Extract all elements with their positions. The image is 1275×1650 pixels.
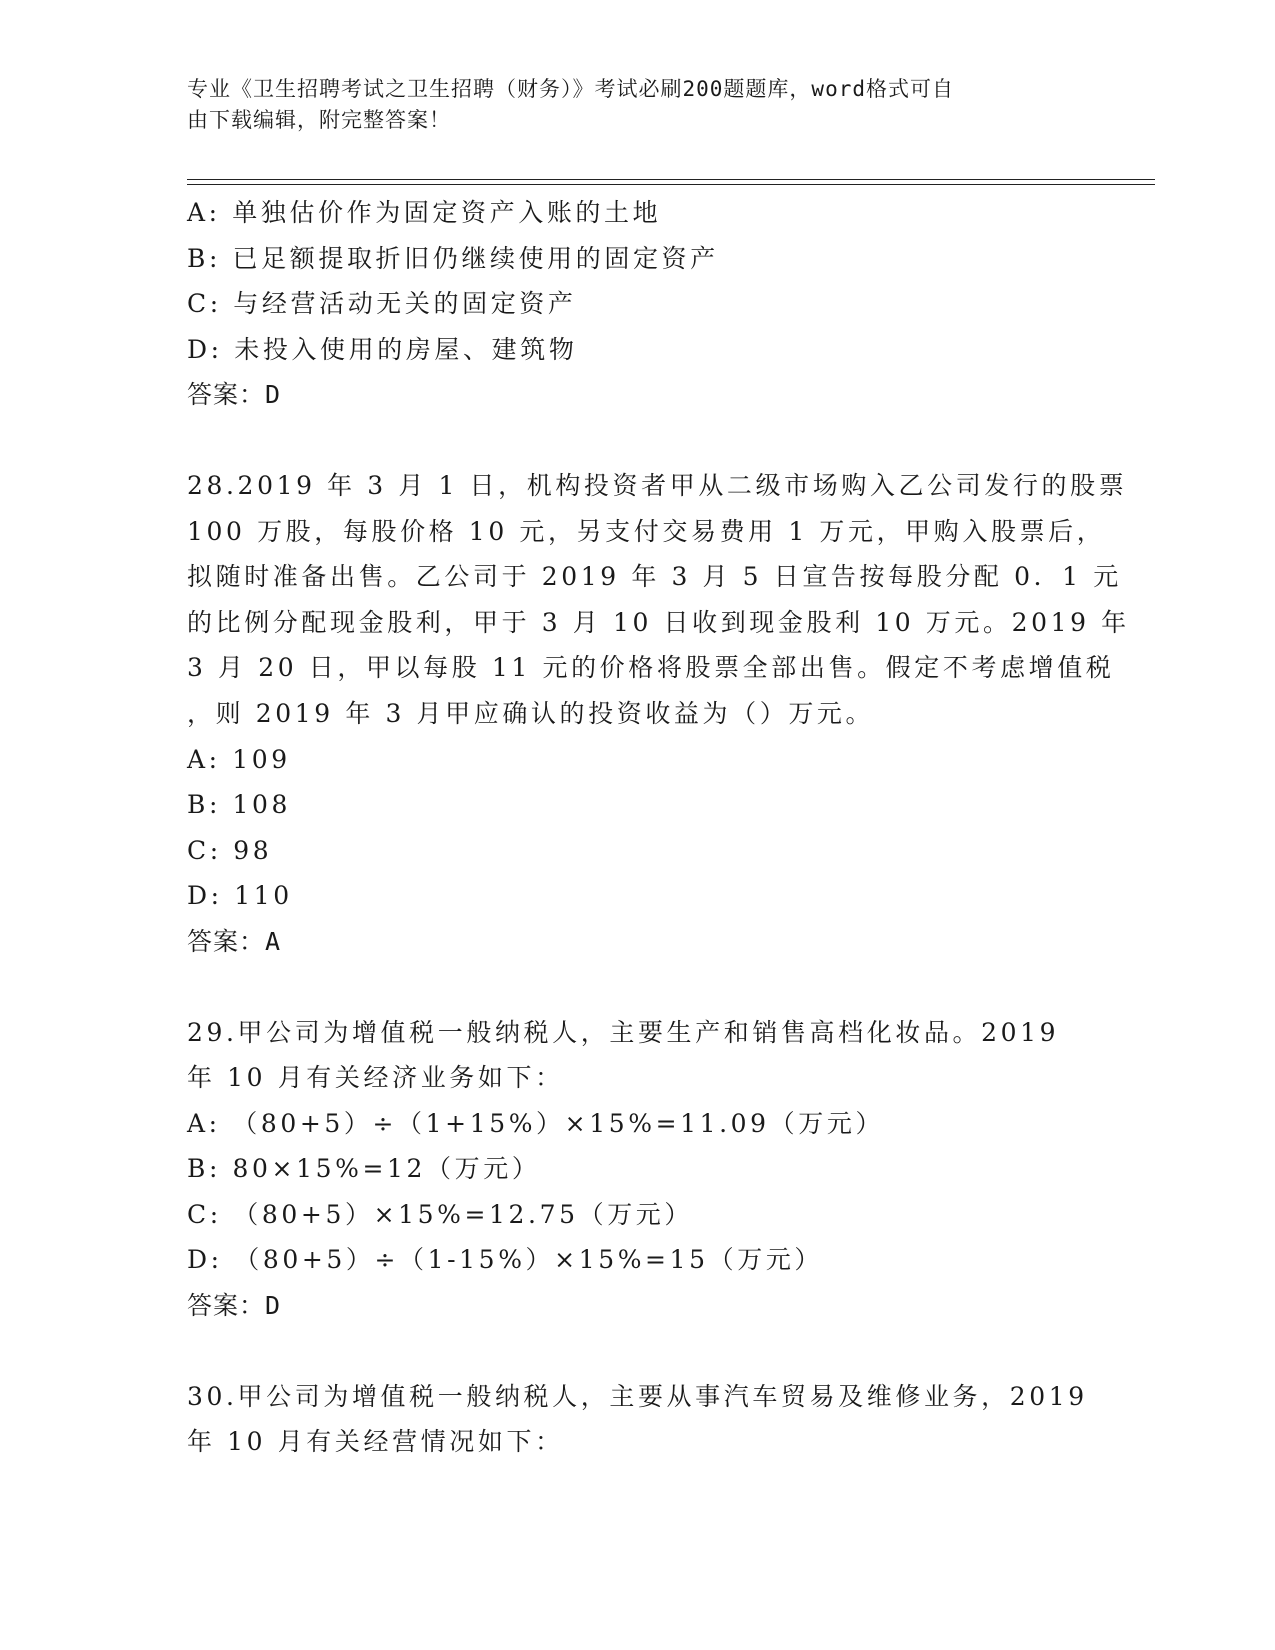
header-rule-top: [187, 179, 1155, 180]
spacer: [187, 965, 1087, 1010]
option-d: D: （80+5）÷（1-15%）×15%=15（万元）: [187, 1245, 824, 1275]
option-c: C: 与经营活动无关的固定资产: [187, 289, 577, 319]
option-b: B: 80×15%=12（万元）: [187, 1154, 541, 1184]
document-body: [187, 190, 1130, 1465]
question-stem-line: 28.2019 年 3 月 1 日，机构投资者甲从二级市场购入乙公司发行的股票: [187, 470, 1128, 500]
question-29: [187, 1010, 1087, 1329]
question-stem-line: 30.甲公司为增值税一般纳税人，主要从事汽车贸易及维修业务，2019: [187, 1381, 1088, 1411]
question-27: [187, 190, 1087, 418]
document-header: [187, 74, 1067, 136]
header-line-2: 由下载编辑，附完整答案！: [187, 108, 451, 132]
answer: 答案：A: [187, 926, 282, 956]
answer: 答案：D: [187, 380, 282, 410]
option-d: D: 110: [187, 881, 293, 911]
header-rule-bottom: [187, 184, 1155, 185]
option-b: B: 已足额提取折旧仍继续使用的固定资产: [187, 243, 719, 273]
answer: 答案：D: [187, 1291, 282, 1321]
question-stem-line: 年 10 月有关经济业务如下：: [187, 1063, 564, 1093]
option-a: A: 109: [187, 744, 291, 774]
question-28: [187, 463, 1130, 965]
question-stem-line: 的比例分配现金股利，甲于 3 月 10 日收到现金股利 10 万元。2019 年: [187, 607, 1130, 637]
option-a: A: （80+5）÷（1+15%）×15%=11.09（万元）: [187, 1108, 885, 1138]
spacer: [187, 1329, 1087, 1374]
question-stem-line: 29.甲公司为增值税一般纳税人，主要生产和销售高档化妆品。2019: [187, 1017, 1060, 1047]
option-c: C: （80+5）×15%=12.75（万元）: [187, 1199, 693, 1229]
question-stem-line: 3 月 20 日，甲以每股 11 元的价格将股票全部出售。假定不考虑增值税: [187, 653, 1115, 683]
question-stem-line: ，则 2019 年 3 月甲应确认的投资收益为（）万元。: [187, 698, 875, 728]
option-d: D: 未投入使用的房屋、建筑物: [187, 334, 578, 364]
spacer: [187, 418, 1087, 463]
option-c: C: 98: [187, 835, 273, 865]
header-line-1: 专业《卫生招聘考试之卫生招聘（财务）》考试必刷200题题库，word格式可自: [187, 77, 954, 101]
option-a: A: 单独估价作为固定资产入账的土地: [187, 198, 662, 227]
question-stem-line: 年 10 月有关经营情况如下：: [187, 1427, 564, 1457]
question-stem-line: 拟随时准备出售。乙公司于 2019 年 3 月 5 日宣告按每股分配 0．1 元: [187, 562, 1122, 592]
question-30: [187, 1374, 1087, 1465]
option-b: B: 108: [187, 790, 292, 820]
question-stem-line: 100 万股，每股价格 10 元，另支付交易费用 1 万元，甲购入股票后，: [187, 516, 1106, 546]
